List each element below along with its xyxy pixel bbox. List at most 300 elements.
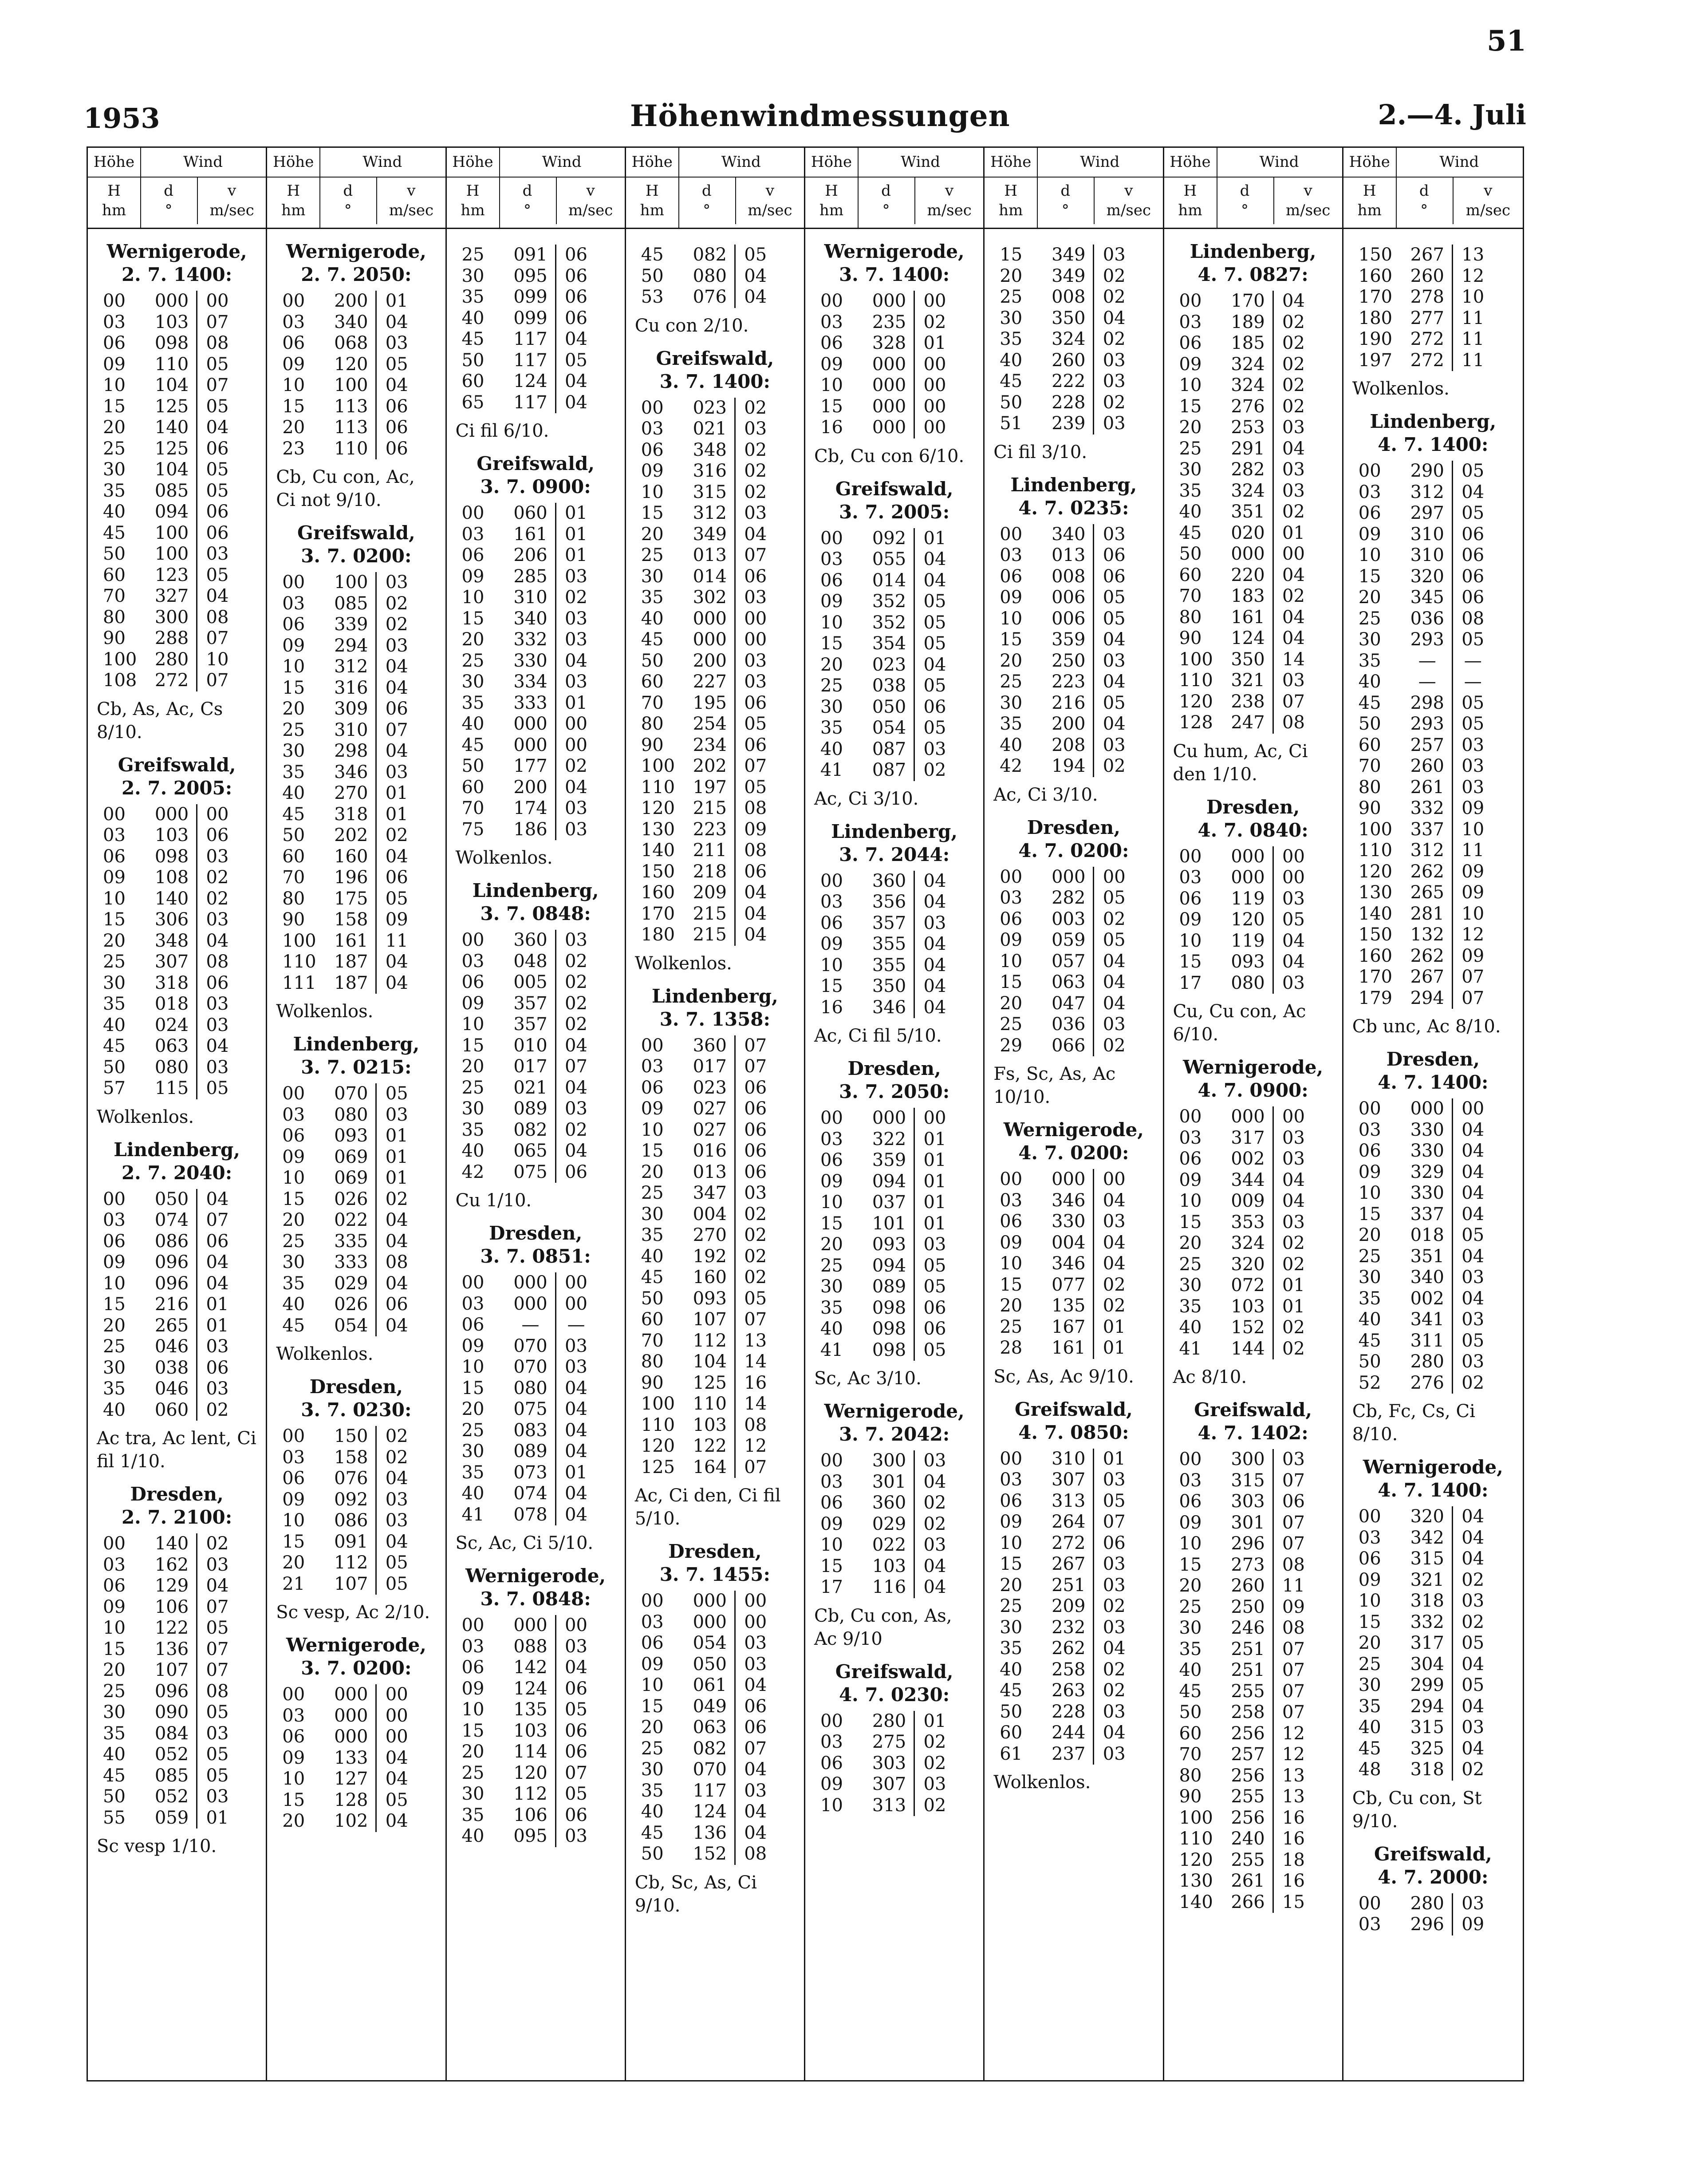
table-row bbox=[101, 502, 237, 523]
direction-value: 006 bbox=[1044, 608, 1094, 630]
speed-value: 00 bbox=[923, 291, 946, 311]
station-time: 3. 7. 0851: bbox=[480, 1245, 591, 1267]
speed-value: 04 bbox=[1103, 1638, 1126, 1659]
height-value: 40 bbox=[461, 1826, 485, 1846]
height-value: 130 bbox=[641, 819, 675, 840]
direction-value: 010 bbox=[506, 1035, 556, 1057]
speed-value: 07 bbox=[1282, 1660, 1305, 1680]
table-row bbox=[819, 1150, 955, 1171]
height-value: 00 bbox=[820, 1710, 843, 1731]
height-value: 30 bbox=[641, 1759, 664, 1780]
speed-value: 01 bbox=[923, 333, 946, 353]
height-value: 110 bbox=[1179, 1829, 1213, 1849]
height-value: 50 bbox=[1000, 392, 1023, 413]
table-row bbox=[1178, 438, 1314, 460]
height-value: 30 bbox=[1179, 1618, 1202, 1638]
table-row bbox=[1178, 1339, 1314, 1360]
height-value: 09 bbox=[1179, 354, 1202, 375]
speed-value: 06 bbox=[385, 1294, 408, 1315]
cloud-note: Cb, Cu con, St 9/10. bbox=[1352, 1788, 1482, 1832]
direction-header: d ° bbox=[1396, 178, 1454, 224]
height-value: 10 bbox=[461, 1699, 485, 1720]
height-value: 40 bbox=[641, 1246, 664, 1267]
speed-value: 02 bbox=[1103, 392, 1126, 413]
height-value: 09 bbox=[820, 354, 843, 375]
height-value: 06 bbox=[103, 1576, 126, 1596]
direction-value: 266 bbox=[1224, 1892, 1273, 1913]
station-name: Dresden, bbox=[847, 1058, 941, 1079]
speed-value: 04 bbox=[206, 417, 229, 438]
table-row bbox=[280, 375, 417, 396]
direction-value: 251 bbox=[1224, 1660, 1273, 1681]
station-block bbox=[1343, 1456, 1523, 1833]
table-row bbox=[1357, 1288, 1493, 1310]
direction-value: 000 bbox=[506, 1272, 556, 1294]
table-row bbox=[1178, 565, 1314, 586]
speed-value: 06 bbox=[385, 396, 408, 417]
direction-value: 253 bbox=[1224, 417, 1273, 438]
table-row bbox=[1357, 1246, 1493, 1268]
direction-value: 069 bbox=[327, 1147, 376, 1168]
direction-value: 113 bbox=[327, 417, 376, 438]
table-row bbox=[1178, 846, 1314, 868]
direction-value: 324 bbox=[1224, 481, 1273, 502]
direction-value: 315 bbox=[1403, 1548, 1453, 1570]
direction-value: 115 bbox=[147, 1078, 197, 1099]
height-value: 100 bbox=[1179, 1807, 1213, 1828]
station-time: 2. 7. 1400: bbox=[121, 264, 232, 285]
height-value: 06 bbox=[282, 333, 305, 353]
height-value: 03 bbox=[282, 1705, 305, 1726]
height-value: 35 bbox=[282, 762, 305, 782]
direction-value: 021 bbox=[506, 1078, 556, 1099]
table-row bbox=[639, 545, 776, 566]
height-value: 35 bbox=[1358, 1288, 1381, 1309]
table-row bbox=[460, 1272, 596, 1294]
speed-value: 09 bbox=[1461, 1914, 1485, 1935]
table-row bbox=[101, 973, 237, 994]
direction-value: 144 bbox=[1224, 1339, 1273, 1360]
column-header bbox=[447, 148, 625, 229]
height-value: 25 bbox=[641, 1738, 664, 1759]
station-name: Greifswald, bbox=[835, 478, 953, 500]
height-value: 35 bbox=[641, 587, 664, 608]
direction-value: 116 bbox=[865, 1577, 914, 1598]
direction-value: 000 bbox=[506, 1294, 556, 1315]
height-value: 00 bbox=[1000, 866, 1023, 887]
direction-value: 099 bbox=[506, 308, 556, 329]
height-value: 45 bbox=[1000, 371, 1023, 391]
height-value: 00 bbox=[282, 1684, 305, 1705]
direction-value: 282 bbox=[1044, 888, 1094, 909]
speed-value: 18 bbox=[1282, 1849, 1305, 1870]
height-value: 03 bbox=[1179, 312, 1202, 332]
table-row bbox=[819, 1234, 955, 1256]
column-header bbox=[267, 148, 445, 229]
direction-value: 335 bbox=[327, 1231, 376, 1252]
direction-value: 333 bbox=[327, 1252, 376, 1273]
speed-value: 07 bbox=[744, 1309, 767, 1330]
speed-value: 04 bbox=[385, 656, 408, 677]
speed-value: 01 bbox=[385, 783, 408, 803]
cloud-note: Wolkenlos. bbox=[1352, 379, 1450, 399]
direction-value: 085 bbox=[147, 481, 197, 502]
speed-value: 04 bbox=[1282, 628, 1305, 648]
speed-value: 04 bbox=[1461, 1548, 1485, 1569]
station-name: Wernigerode, bbox=[824, 241, 965, 262]
height-value: 45 bbox=[1358, 1330, 1381, 1351]
station-time: 2. 7. 2040: bbox=[121, 1161, 232, 1184]
table-row bbox=[819, 375, 955, 396]
speed-value: 06 bbox=[744, 1119, 767, 1140]
measurement-rows bbox=[819, 1450, 955, 1598]
speed-value: 03 bbox=[1282, 459, 1305, 480]
direction-value: 222 bbox=[1044, 371, 1094, 392]
direction-value: 327 bbox=[147, 586, 197, 607]
speed-value: 03 bbox=[565, 930, 587, 950]
table-row bbox=[998, 1295, 1134, 1317]
measurement-rows bbox=[280, 291, 417, 459]
direction-value: 103 bbox=[1224, 1296, 1273, 1318]
height-value: 09 bbox=[282, 1489, 305, 1510]
speed-value: 03 bbox=[385, 1489, 408, 1510]
direction-value: 347 bbox=[685, 1183, 735, 1204]
speed-value: 05 bbox=[565, 350, 587, 371]
direction-value: 267 bbox=[1403, 245, 1453, 266]
table-row bbox=[280, 1126, 417, 1147]
height-value: 03 bbox=[1358, 1914, 1381, 1935]
table-row bbox=[639, 1098, 776, 1120]
speed-value: 13 bbox=[1282, 1765, 1305, 1786]
table-row bbox=[1357, 287, 1493, 308]
direction-value: 122 bbox=[147, 1618, 197, 1639]
direction-value: 275 bbox=[865, 1732, 914, 1753]
cloud-note: Wolkenlos. bbox=[634, 953, 732, 974]
direction-value: 075 bbox=[506, 1399, 556, 1420]
direction-value: 124 bbox=[1224, 628, 1273, 649]
direction-value: 186 bbox=[506, 819, 556, 841]
table-row bbox=[101, 586, 237, 607]
direction-value: 099 bbox=[506, 287, 556, 308]
station-block bbox=[985, 245, 1162, 464]
table-row bbox=[280, 593, 417, 615]
speed-value: 04 bbox=[385, 741, 408, 761]
height-value: 15 bbox=[820, 1556, 843, 1576]
direction-value: 120 bbox=[506, 1763, 556, 1784]
speed-value: 02 bbox=[565, 972, 587, 992]
height-value: 80 bbox=[641, 1351, 664, 1372]
height-value: 06 bbox=[282, 1126, 305, 1146]
table-row bbox=[819, 417, 955, 438]
speed-value: 04 bbox=[565, 1420, 587, 1441]
table-row bbox=[639, 714, 776, 735]
table-row bbox=[280, 1189, 417, 1210]
height-value: 140 bbox=[1179, 1892, 1213, 1912]
height-value: 45 bbox=[282, 804, 305, 825]
speed-value: 07 bbox=[206, 1660, 229, 1680]
speed-value: 06 bbox=[565, 287, 587, 307]
direction-value: 098 bbox=[865, 1319, 914, 1340]
station-name: Lindenberg, bbox=[651, 985, 778, 1007]
height-value: 20 bbox=[820, 1234, 843, 1255]
height-value: 16 bbox=[820, 997, 843, 1018]
speed-value: 05 bbox=[1103, 1490, 1126, 1511]
speed-value: 08 bbox=[206, 1681, 229, 1702]
station-block bbox=[267, 521, 445, 1023]
table-row bbox=[1178, 712, 1314, 734]
height-value: 10 bbox=[820, 1795, 843, 1816]
speed-value: 13 bbox=[1282, 1786, 1305, 1807]
height-value: 03 bbox=[282, 593, 305, 614]
height-value: 03 bbox=[282, 1104, 305, 1125]
speed-value: 02 bbox=[385, 1189, 408, 1209]
station-block bbox=[1343, 1048, 1523, 1446]
cloud-note: Cb, Sc, As, Ci 9/10. bbox=[634, 1872, 757, 1916]
table-row bbox=[280, 354, 417, 375]
height-value: 00 bbox=[820, 528, 843, 549]
table-row bbox=[998, 671, 1134, 693]
direction-value: — bbox=[506, 1315, 556, 1336]
speed-value: 09 bbox=[1461, 861, 1485, 882]
speed-value: 16 bbox=[1282, 1807, 1305, 1828]
table-row bbox=[101, 544, 237, 565]
speed-value: 00 bbox=[923, 375, 946, 395]
direction-value: 206 bbox=[506, 545, 556, 566]
speed-value: 00 bbox=[923, 396, 946, 417]
direction-value: 016 bbox=[685, 1141, 735, 1162]
table-row bbox=[460, 587, 596, 608]
station-block bbox=[88, 1483, 266, 1858]
table-row bbox=[460, 503, 596, 524]
height-value: 20 bbox=[461, 1056, 485, 1077]
direction-value: 192 bbox=[685, 1246, 735, 1268]
height-value: 20 bbox=[1358, 1225, 1381, 1245]
speed-value: 04 bbox=[1282, 952, 1305, 972]
speed-value: 05 bbox=[1461, 1675, 1485, 1695]
height-value: 45 bbox=[1000, 1680, 1023, 1701]
cloud-note: Cb, Cu con, Ac, Ci not 9/10. bbox=[276, 467, 415, 510]
direction-value: 023 bbox=[685, 398, 735, 419]
table-row bbox=[639, 524, 776, 545]
cloud-note: Wolkenlos. bbox=[993, 1772, 1091, 1793]
speed-value: 02 bbox=[1103, 265, 1126, 286]
height-value: 30 bbox=[461, 1098, 485, 1119]
direction-value: 017 bbox=[685, 1056, 735, 1078]
speed-value: 05 bbox=[385, 1552, 408, 1573]
direction-value: 344 bbox=[1224, 1170, 1273, 1191]
table-row bbox=[460, 1014, 596, 1035]
station-name: Wernigerode, bbox=[286, 1634, 426, 1656]
station-name: Dresden, bbox=[1206, 796, 1300, 818]
table-row bbox=[1357, 329, 1493, 350]
speed-value: 02 bbox=[1282, 502, 1305, 522]
direction-value: 013 bbox=[1044, 545, 1094, 566]
table-row bbox=[1178, 1681, 1314, 1702]
table-row bbox=[1178, 691, 1314, 713]
speed-value: 04 bbox=[744, 924, 767, 945]
height-value: 35 bbox=[1000, 714, 1023, 734]
speed-value: 04 bbox=[385, 1531, 408, 1552]
height-value: 41 bbox=[461, 1504, 485, 1525]
hoehe-label: Höhe bbox=[447, 148, 499, 178]
height-value: 00 bbox=[641, 1035, 664, 1056]
table-row bbox=[998, 1596, 1134, 1617]
speed-value: — bbox=[567, 1315, 585, 1335]
direction-value: 223 bbox=[1044, 671, 1094, 693]
speed-value: 11 bbox=[385, 930, 408, 951]
speed-value: 00 bbox=[1282, 1106, 1305, 1127]
speed-value: 04 bbox=[385, 1210, 408, 1230]
height-value: 06 bbox=[641, 1633, 664, 1653]
speed-value: 10 bbox=[1461, 287, 1485, 307]
table-row bbox=[639, 1781, 776, 1802]
speed-value: 07 bbox=[206, 1210, 229, 1230]
height-value: 15 bbox=[282, 677, 305, 698]
direction-value: 301 bbox=[1224, 1513, 1273, 1534]
height-value: 61 bbox=[1000, 1743, 1023, 1764]
direction-value: 237 bbox=[1044, 1744, 1094, 1765]
height-value: 20 bbox=[282, 1552, 305, 1573]
table-row bbox=[819, 675, 955, 697]
height-value: 20 bbox=[641, 524, 664, 545]
station-block bbox=[267, 1033, 445, 1366]
table-row bbox=[639, 1759, 776, 1781]
h-label: H hm bbox=[640, 182, 664, 219]
direction-value: 278 bbox=[1403, 287, 1453, 308]
direction-value: 272 bbox=[147, 670, 197, 691]
height-value: 03 bbox=[641, 1611, 664, 1632]
table-row bbox=[819, 1192, 955, 1213]
table-row bbox=[1178, 1254, 1314, 1276]
table-row bbox=[1357, 482, 1493, 503]
table-row bbox=[101, 333, 237, 354]
height-value: 15 bbox=[282, 1789, 305, 1810]
station-time: 4. 7. 1400: bbox=[1378, 434, 1489, 455]
speed-value: 06 bbox=[565, 1678, 587, 1699]
table-row bbox=[101, 804, 237, 825]
speed-value: 05 bbox=[385, 1083, 408, 1104]
h-label: H hm bbox=[281, 182, 306, 219]
table-row bbox=[639, 1056, 776, 1078]
table-row bbox=[280, 1552, 417, 1574]
speed-value: 06 bbox=[923, 696, 946, 717]
height-value: 30 bbox=[103, 972, 126, 993]
table-row bbox=[460, 1035, 596, 1057]
direction-value: 078 bbox=[506, 1505, 556, 1526]
speed-value: 06 bbox=[744, 1098, 767, 1119]
direction-value: 322 bbox=[865, 1129, 914, 1150]
speed-value: 03 bbox=[923, 1535, 946, 1555]
height-value: 15 bbox=[103, 1639, 126, 1659]
table-row bbox=[998, 1275, 1134, 1296]
table-row bbox=[998, 629, 1134, 651]
table-row bbox=[280, 614, 417, 636]
speed-value: 07 bbox=[744, 545, 767, 565]
speed-value: 00 bbox=[385, 1705, 408, 1726]
height-value: 00 bbox=[461, 930, 485, 950]
direction-value: 272 bbox=[1403, 350, 1453, 371]
speed-value: 06 bbox=[744, 566, 767, 587]
table-row bbox=[101, 1252, 237, 1273]
direction-value: 215 bbox=[685, 904, 735, 925]
hoehe-label: Höhe bbox=[267, 148, 319, 178]
height-value: 30 bbox=[641, 566, 664, 587]
height-value: 00 bbox=[820, 1450, 843, 1471]
speed-value: 03 bbox=[1103, 1617, 1126, 1638]
height-value: 10 bbox=[461, 587, 485, 608]
measurement-rows bbox=[101, 291, 237, 691]
speed-value: 03 bbox=[565, 1335, 587, 1356]
speed-value: 02 bbox=[206, 1533, 229, 1554]
height-value: 60 bbox=[103, 565, 126, 585]
height-value: 50 bbox=[1179, 544, 1202, 564]
table-row bbox=[1357, 1506, 1493, 1528]
table-row bbox=[639, 735, 776, 756]
speed-value: 05 bbox=[206, 565, 229, 585]
wind-label: Wind bbox=[1396, 148, 1523, 178]
table-row bbox=[460, 566, 596, 588]
height-value: 00 bbox=[820, 870, 843, 891]
speed-value: 04 bbox=[1461, 1527, 1485, 1548]
speed-value: 04 bbox=[923, 570, 946, 591]
direction-value: 216 bbox=[1044, 693, 1094, 714]
speed-value: 03 bbox=[1461, 735, 1485, 755]
table-row bbox=[819, 871, 955, 892]
height-value: 00 bbox=[820, 1108, 843, 1128]
height-value: 45 bbox=[641, 629, 664, 650]
table-row bbox=[639, 1162, 776, 1183]
speed-value: 03 bbox=[1282, 417, 1305, 438]
height-value: 06 bbox=[103, 333, 126, 353]
table-row bbox=[460, 608, 596, 630]
direction-value: 160 bbox=[685, 1267, 735, 1288]
direction-value: 063 bbox=[1044, 972, 1094, 993]
table-row bbox=[819, 312, 955, 333]
wind-table bbox=[87, 146, 1524, 2081]
height-value: 60 bbox=[282, 846, 305, 867]
direction-value: 070 bbox=[506, 1336, 556, 1357]
table-row bbox=[101, 1597, 237, 1618]
station-name: Lindenberg, bbox=[472, 880, 599, 901]
direction-value: 000 bbox=[865, 417, 914, 438]
direction-value: 360 bbox=[506, 930, 556, 951]
table-row bbox=[639, 1436, 776, 1457]
speed-value: 03 bbox=[1461, 1717, 1485, 1738]
height-value: 06 bbox=[282, 1726, 305, 1747]
direction-value: 022 bbox=[865, 1535, 914, 1556]
table-row bbox=[1178, 396, 1314, 418]
column-body bbox=[88, 228, 266, 2080]
table-row bbox=[101, 1231, 237, 1252]
direction-value: 085 bbox=[147, 1765, 197, 1787]
height-value: 48 bbox=[1358, 1759, 1381, 1780]
table-row bbox=[639, 419, 776, 440]
height-value: 25 bbox=[461, 1762, 485, 1783]
hoehe-label: Höhe bbox=[626, 148, 678, 178]
speed-value: 05 bbox=[1461, 1633, 1485, 1653]
speed-value: 06 bbox=[565, 308, 587, 328]
table-row bbox=[998, 651, 1134, 672]
table-row bbox=[460, 777, 596, 798]
height-value: 35 bbox=[641, 1225, 664, 1245]
speed-value: 02 bbox=[1103, 287, 1126, 307]
height-value: 60 bbox=[461, 777, 485, 798]
height-value: 20 bbox=[1179, 1233, 1202, 1253]
height-value: 53 bbox=[641, 287, 664, 307]
speed-value: 03 bbox=[1103, 1743, 1126, 1764]
column-body bbox=[1343, 228, 1523, 2080]
direction-value: 065 bbox=[506, 1141, 556, 1162]
